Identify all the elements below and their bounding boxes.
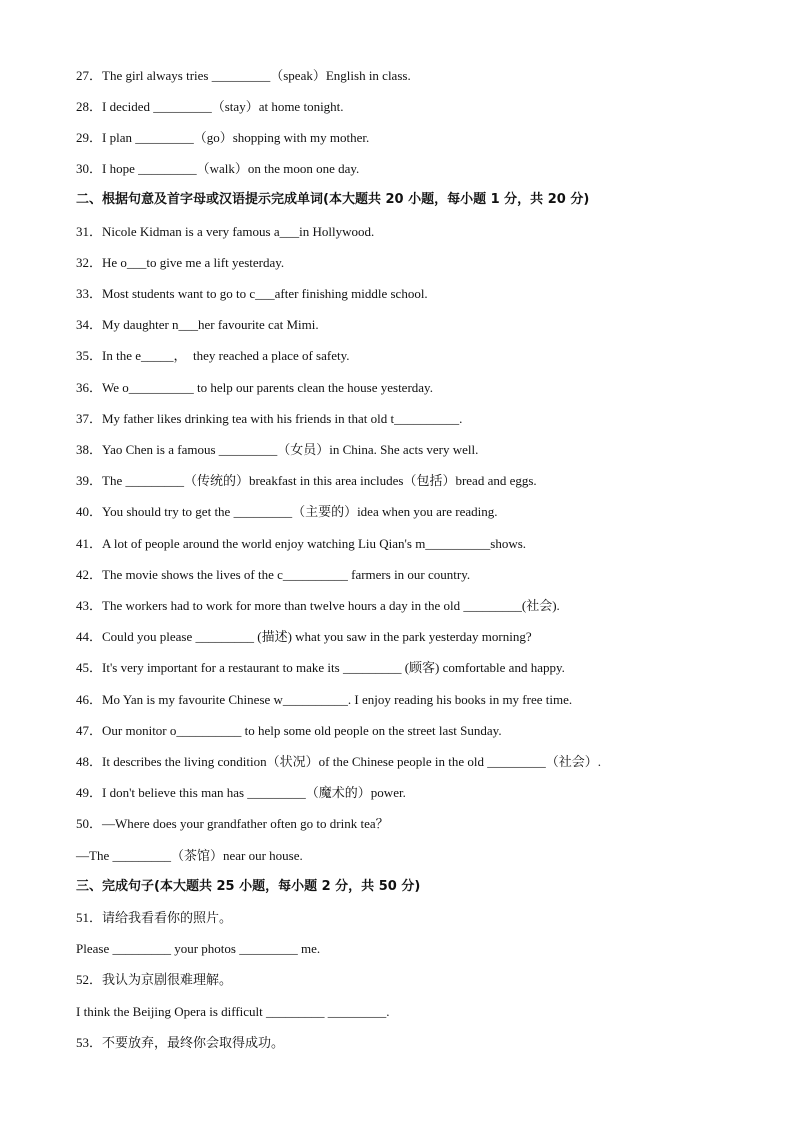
question-52: 52．我认为京剧很难理解。 — [76, 972, 233, 987]
question-51-answer: Please _________ your photos _________ me. — [76, 941, 321, 956]
section-heading-3: 三、完成句子(本大题共 25 小题，每小题 2 分，共 50 分) — [76, 879, 421, 894]
section-heading-2: 二、根据句意及首字母或汉语提示完成单词(本大题共 20 小题，每小题 1 分，共 20 分) — [76, 192, 590, 207]
question-41: 41．A lot of people around the world enjoy watching Liu Qian's m__________shows. — [76, 536, 527, 551]
question-43: 43．The workers had to work for more than twelve hours a day in the old _________(社会). — [76, 598, 560, 613]
question-46: 46．Mo Yan is my favourite Chinese w__________. I enjoy reading his books in my free time. — [76, 692, 573, 707]
question-30: 30．I hope _________（walk）on the moon one day. — [76, 161, 360, 176]
question-51: 51．请给我看看你的照片。 — [76, 910, 233, 925]
question-31: 31．Nicole Kidman is a very famous a___in Hollywood. — [76, 224, 375, 239]
question-47: 47．Our monitor o__________ to help some old people on the street last Sunday. — [76, 723, 502, 738]
question-36: 36．We o__________ to help our parents clean the house yesterday. — [76, 380, 433, 395]
question-40: 40．You should try to get the _________（主要的）idea when you are reading. — [76, 504, 498, 519]
question-39: 39．The _________（传统的）breakfast in this area includes（包括）bread and eggs. — [76, 473, 537, 488]
question-50: 50．—Where does your grandfather often go to drink tea？ — [76, 816, 389, 831]
question-45: 45．It's very important for a restaurant to make its _________ (顾客) comfortable and happy. — [76, 660, 565, 675]
question-50-reply: —The _________（茶馆）near our house. — [76, 848, 303, 863]
question-28: 28．I decided _________（stay）at home tonight. — [76, 99, 344, 114]
question-48: 48．It describes the living condition（状况）of the Chinese people in the old _________（社会）. — [76, 754, 601, 769]
question-53: 53．不要放弃，最终你会取得成功。 — [76, 1035, 285, 1050]
question-42: 42．The movie shows the lives of the c__________ farmers in our country. — [76, 567, 471, 582]
question-32: 32．He o___to give me a lift yesterday. — [76, 255, 285, 270]
question-52-answer: I think the Beijing Opera is difficult _________ _________. — [76, 1004, 390, 1019]
question-27: 27．The girl always tries _________（speak）English in class. — [76, 68, 411, 83]
question-33: 33．Most students want to go to c___after finishing middle school. — [76, 286, 428, 301]
question-49: 49．I don't believe this man has _________（魔术的）power. — [76, 785, 406, 800]
question-35: 35．In the e_____， they reached a place of safety. — [76, 348, 350, 363]
question-37: 37．My father likes drinking tea with his friends in that old t__________. — [76, 411, 463, 426]
question-38: 38．Yao Chen is a famous _________（女员）in China. She acts very well. — [76, 442, 479, 457]
question-34: 34．My daughter n___her favourite cat Mimi. — [76, 317, 319, 332]
question-44: 44．Could you please _________ (描述) what you saw in the park yesterday morning? — [76, 629, 532, 644]
question-29: 29．I plan _________（go）shopping with my mother. — [76, 130, 370, 145]
